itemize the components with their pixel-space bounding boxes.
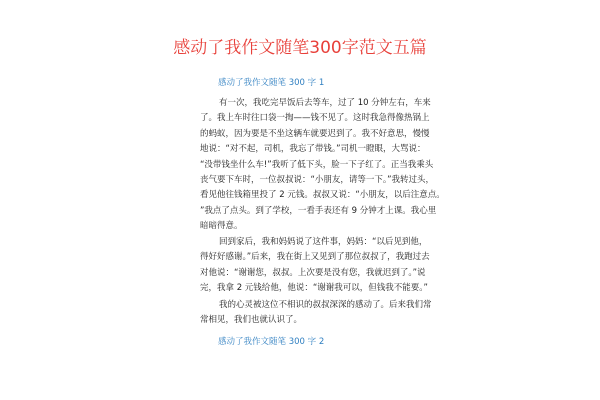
paragraph-line: 看见他往钱箱里投了 2 元钱。叔叔又说：“小朋友，以后注意点。 — [200, 190, 445, 201]
paragraph-line: 常相见，我们也就认识了。 — [200, 315, 303, 326]
paragraph-line: 地说：“对不起，司机，我忘了带钱。”司机一瞪眼，大骂说： — [200, 144, 426, 155]
paragraph-line: 完，我拿 2 元钱给他，他说：“谢谢我可以，但钱我不能要。” — [200, 283, 428, 294]
paragraph-line: 了。我上车时往口袋一掏——钱不见了。这时我急得像热锅上 — [200, 113, 430, 124]
paragraph-2 — [200, 235, 430, 297]
paragraph-line: 得好好感谢。”后来，我在街上又见到了那位叔叔了，我跑过去 — [200, 252, 430, 263]
paragraph-line: 我的心灵被这位不相识的叔叔深深的感动了。后来我们常 — [219, 300, 432, 310]
section-heading-2: 感动了我作文随笔 300 字 2 — [218, 337, 325, 347]
paragraph-line: 对他说：“谢谢您，叔叔。上次要是没有您，我就迟到了。”说 — [200, 267, 426, 278]
paragraph-line: 暗暗得意。 — [200, 221, 243, 232]
paragraph-line: ”我点了点头。到了学校，一看手表还有 9 分钟才上课。我心里 — [200, 205, 437, 216]
paragraph-line: 丧气要下车时，一位叔叔说：“小朋友，请等一下。”我转过头， — [200, 175, 435, 186]
paragraph-line: 有一次，我吃完早饭后去等车，过了 10 分钟左右，车来 — [219, 98, 431, 108]
paragraph-line: 回到家后，我和妈妈说了这件事，妈妈：“以后见到他， — [219, 237, 428, 247]
document-title: 感动了我作文随笔300字范文五篇 — [173, 38, 427, 58]
section-heading-1: 感动了我作文随笔 300 字 1 — [218, 78, 325, 88]
paragraph-3 — [200, 298, 432, 329]
paragraph-line: “没带钱坐什么车!”我听了低下头，脸一下子红了。正当我乘头 — [200, 159, 434, 170]
paragraph-line: 的蚂蚁，因为要是不坐这辆车就要迟到了。我不好意思，慢慢 — [200, 128, 430, 139]
paragraph-1 — [200, 96, 445, 235]
